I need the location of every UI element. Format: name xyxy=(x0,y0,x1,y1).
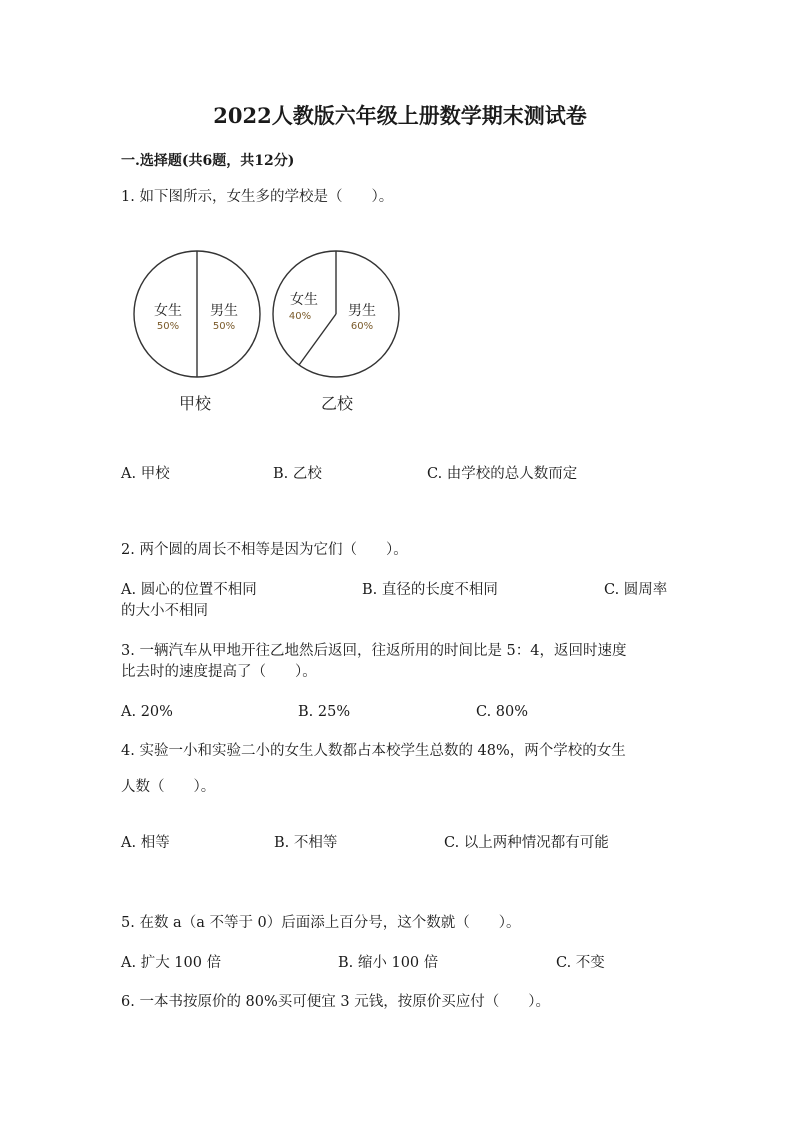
q4-option-b[interactable]: B. 不相等 xyxy=(274,835,338,851)
school-a-female-pct: 50% xyxy=(156,321,180,332)
question-4-line2: 人数（ ）。 xyxy=(121,779,216,795)
question-3-line1: 3. 一辆汽车从甲地开往乙地然后返回，往返所用的时间比是 5：4，返回时速度 xyxy=(121,643,627,659)
page-title: 2022人教版六年级上册数学期末测试卷 xyxy=(213,103,587,128)
q3-option-b[interactable]: B. 25% xyxy=(298,704,351,720)
q5-option-a[interactable]: A. 扩大 100 倍 xyxy=(121,955,222,971)
q5-option-c[interactable]: C. 不变 xyxy=(556,955,605,971)
q1-option-c[interactable]: C. 由学校的总人数而定 xyxy=(427,466,578,482)
q2-option-a[interactable]: A. 圆心的位置不相同 xyxy=(121,582,257,598)
section-heading: 一.选择题(共6题，共12分) xyxy=(121,153,295,169)
school-b-female-label: 女生 xyxy=(290,292,318,308)
q2-option-c-continued: 的大小不相同 xyxy=(121,603,208,619)
q1-option-b[interactable]: B. 乙校 xyxy=(273,466,322,482)
school-b-male-label: 男生 xyxy=(348,303,376,319)
question-6-text: 6. 一本书按原价的 80%买可便宜 3 元钱，按原价买应付（ ）。 xyxy=(121,994,550,1010)
q1-option-a[interactable]: A. 甲校 xyxy=(121,466,170,482)
q2-option-c[interactable]: C. 圆周率 xyxy=(604,582,668,598)
q4-option-c[interactable]: C. 以上两种情况都有可能 xyxy=(444,835,609,851)
school-a-name: 甲校 xyxy=(178,394,212,413)
question-1-text: 1. 如下图所示，女生多的学校是（ ）。 xyxy=(121,189,394,205)
school-a-female-label: 女生 xyxy=(154,303,182,319)
question-4-line1: 4. 实验一小和实验二小的女生人数都占本校学生总数的 48%，两个学校的女生 xyxy=(121,743,626,759)
q4-option-a[interactable]: A. 相等 xyxy=(121,835,170,851)
school-b-female-pct: 40% xyxy=(288,311,312,322)
pie-charts-figure xyxy=(125,240,425,425)
q3-option-a[interactable]: A. 20% xyxy=(121,704,173,720)
q5-option-b[interactable]: B. 缩小 100 倍 xyxy=(338,955,439,971)
question-2-text: 2. 两个圆的周长不相等是因为它们（ ）。 xyxy=(121,542,408,558)
question-3-line2: 比去时的速度提高了（ ）。 xyxy=(121,664,317,680)
school-b-name: 乙校 xyxy=(320,394,354,413)
q2-option-b[interactable]: B. 直径的长度不相同 xyxy=(362,582,498,598)
school-a-male-label: 男生 xyxy=(210,303,238,319)
q3-option-c[interactable]: C. 80% xyxy=(476,704,529,720)
school-b-male-pct: 60% xyxy=(350,321,374,332)
school-a-male-pct: 50% xyxy=(212,321,236,332)
question-5-text: 5. 在数 a（a 不等于 0）后面添上百分号，这个数就（ ）。 xyxy=(121,915,521,931)
